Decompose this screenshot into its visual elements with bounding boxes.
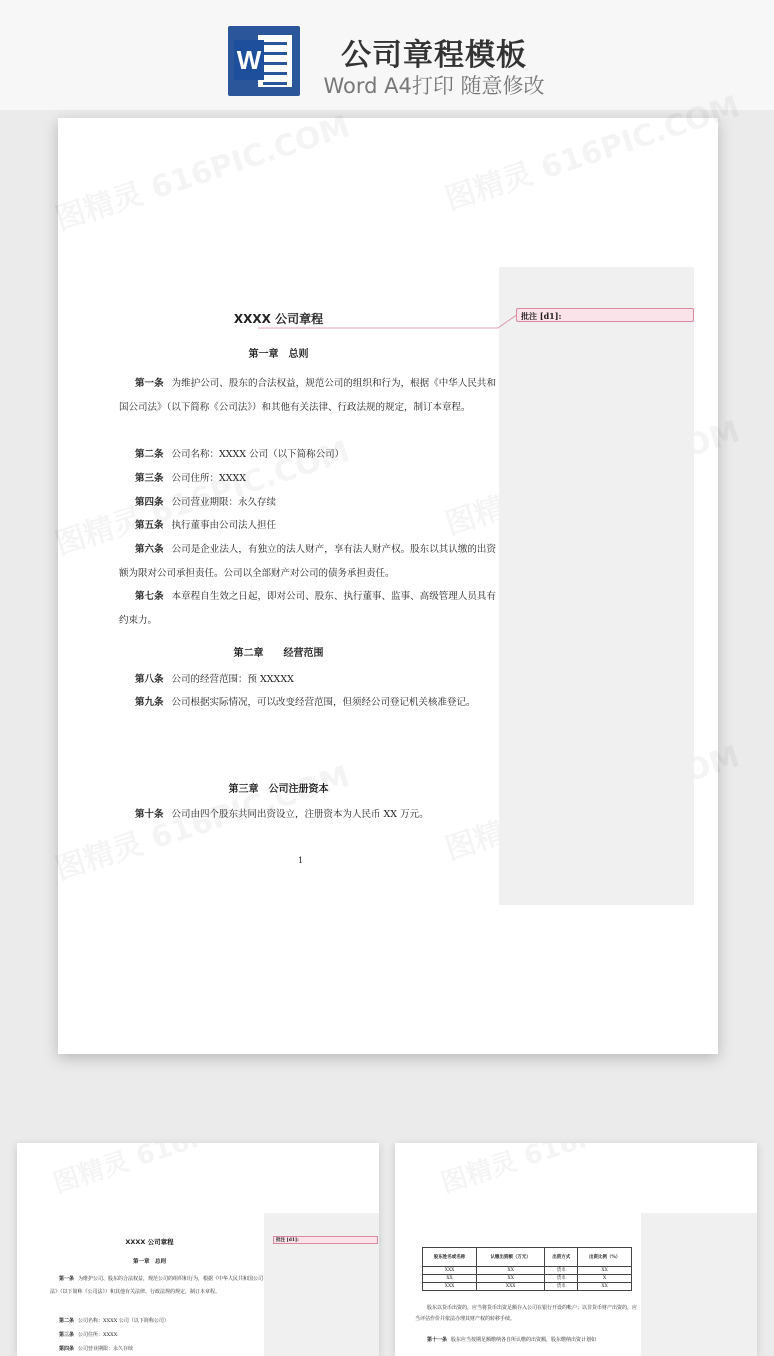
article: 第五条 执行董事由公司法人担任 [135, 520, 277, 531]
watermark [48, 1143, 312, 1200]
article: 第三条 公司住所：XXXX [59, 1332, 118, 1338]
chapter-heading: 第一章 总则 [132, 1259, 166, 1265]
word-icon: W [228, 26, 300, 96]
page-subtitle: Word A4打印 随意修改 [323, 74, 545, 98]
article: 第二条 公司名称：XXXX 公司（以下简称公司） [135, 449, 345, 460]
shareholder-table [422, 1247, 632, 1291]
page-title: 公司章程模板 [341, 38, 527, 73]
comment-margin-pane [641, 1213, 757, 1356]
table-header: 认缴出资额（万元） [477, 1248, 545, 1267]
table-header: 出资比例（%） [578, 1248, 632, 1267]
chapter-heading: 第一章 总则 [248, 349, 309, 360]
article: 第八条 公司的经营范围：预 XXXXX [135, 674, 294, 685]
article: 第六条 公司是企业法人，有独立的法人财产，享有法人财产权。股东以其认缴的出资额为限对公司承担责任。公司以全部财产对公司的债务承担责任。 [119, 544, 496, 579]
article: 第四条 公司营业期限：永久存续 [135, 497, 277, 508]
comment-margin-pane [264, 1213, 379, 1356]
comment-balloon[interactable]: 批注 [d1]: [516, 308, 694, 322]
document-title: XXXX 公司章程 [125, 1238, 174, 1246]
watermark [436, 1143, 700, 1200]
article: 第一条 为维护公司、股东的合法权益，规范公司的组织和行为，根据《中华人民共和国公司法》（以下简称《公司法》）和其他有关法律、行政法规的规定，制订本章程。 [119, 378, 496, 413]
page-thumbnail[interactable] [17, 1143, 379, 1356]
watermark [49, 102, 355, 239]
comment-balloon: 批注 [d1]: [273, 1236, 378, 1244]
article: 第七条 本章程自生效之日起，即对公司、股东、执行董事、监事、高级管理人员具有约束力。 [119, 591, 496, 626]
document-page [58, 118, 718, 1054]
table-row: XXX XXX 货币 XX [423, 1283, 632, 1291]
table-header: 股东姓名或名称 [423, 1248, 477, 1267]
table-header: 出资方式 [545, 1248, 578, 1267]
page-number: 1 [298, 856, 304, 865]
page-thumbnail[interactable] [395, 1143, 757, 1356]
article: 第九条 公司根据实际情况，可以改变经营范围，但须经公司登记机关核准登记。 [135, 697, 476, 708]
paragraph: 股东以货币出资的，应当将货币出资足额存入公司在银行开设的帐户；以非货币财产出资的，应当评估作价并依法办理其财产权的转移手续。 [415, 1305, 638, 1322]
article: 第十条 公司由四个股东共同出资设立，注册资本为人民币 XX 万元。 [135, 809, 429, 820]
comment-margin-pane [499, 267, 694, 905]
header-banner [0, 0, 774, 110]
article: 第四条 公司营业期限：永久存续 [59, 1346, 134, 1352]
article: 第三条 公司住所：XXXX [135, 473, 247, 484]
table-row: XX XX 货币 X [423, 1275, 632, 1283]
chapter-heading: 第三章 公司注册资本 [228, 784, 329, 795]
article: 第一条 为维护公司、股东的合法权益，规范公司的组织和行为，根据《中华人民共和国公司法》（以下简称《公司法》）和其他有关法律、行政法规的规定，制订本章程。 [50, 1276, 264, 1295]
article: 第二条 公司名称：XXXX 公司（以下简称公司） [59, 1318, 169, 1324]
article: 第十一条 股东应当按期足额缴纳各自所认缴的出资额，股东缴纳出资计划如 [427, 1337, 597, 1343]
table-row: XXX XX 货币 XX [423, 1267, 632, 1275]
chapter-heading: 第二章 经营范围 [233, 648, 324, 659]
document-title: XXXX 公司章程 [233, 312, 324, 326]
